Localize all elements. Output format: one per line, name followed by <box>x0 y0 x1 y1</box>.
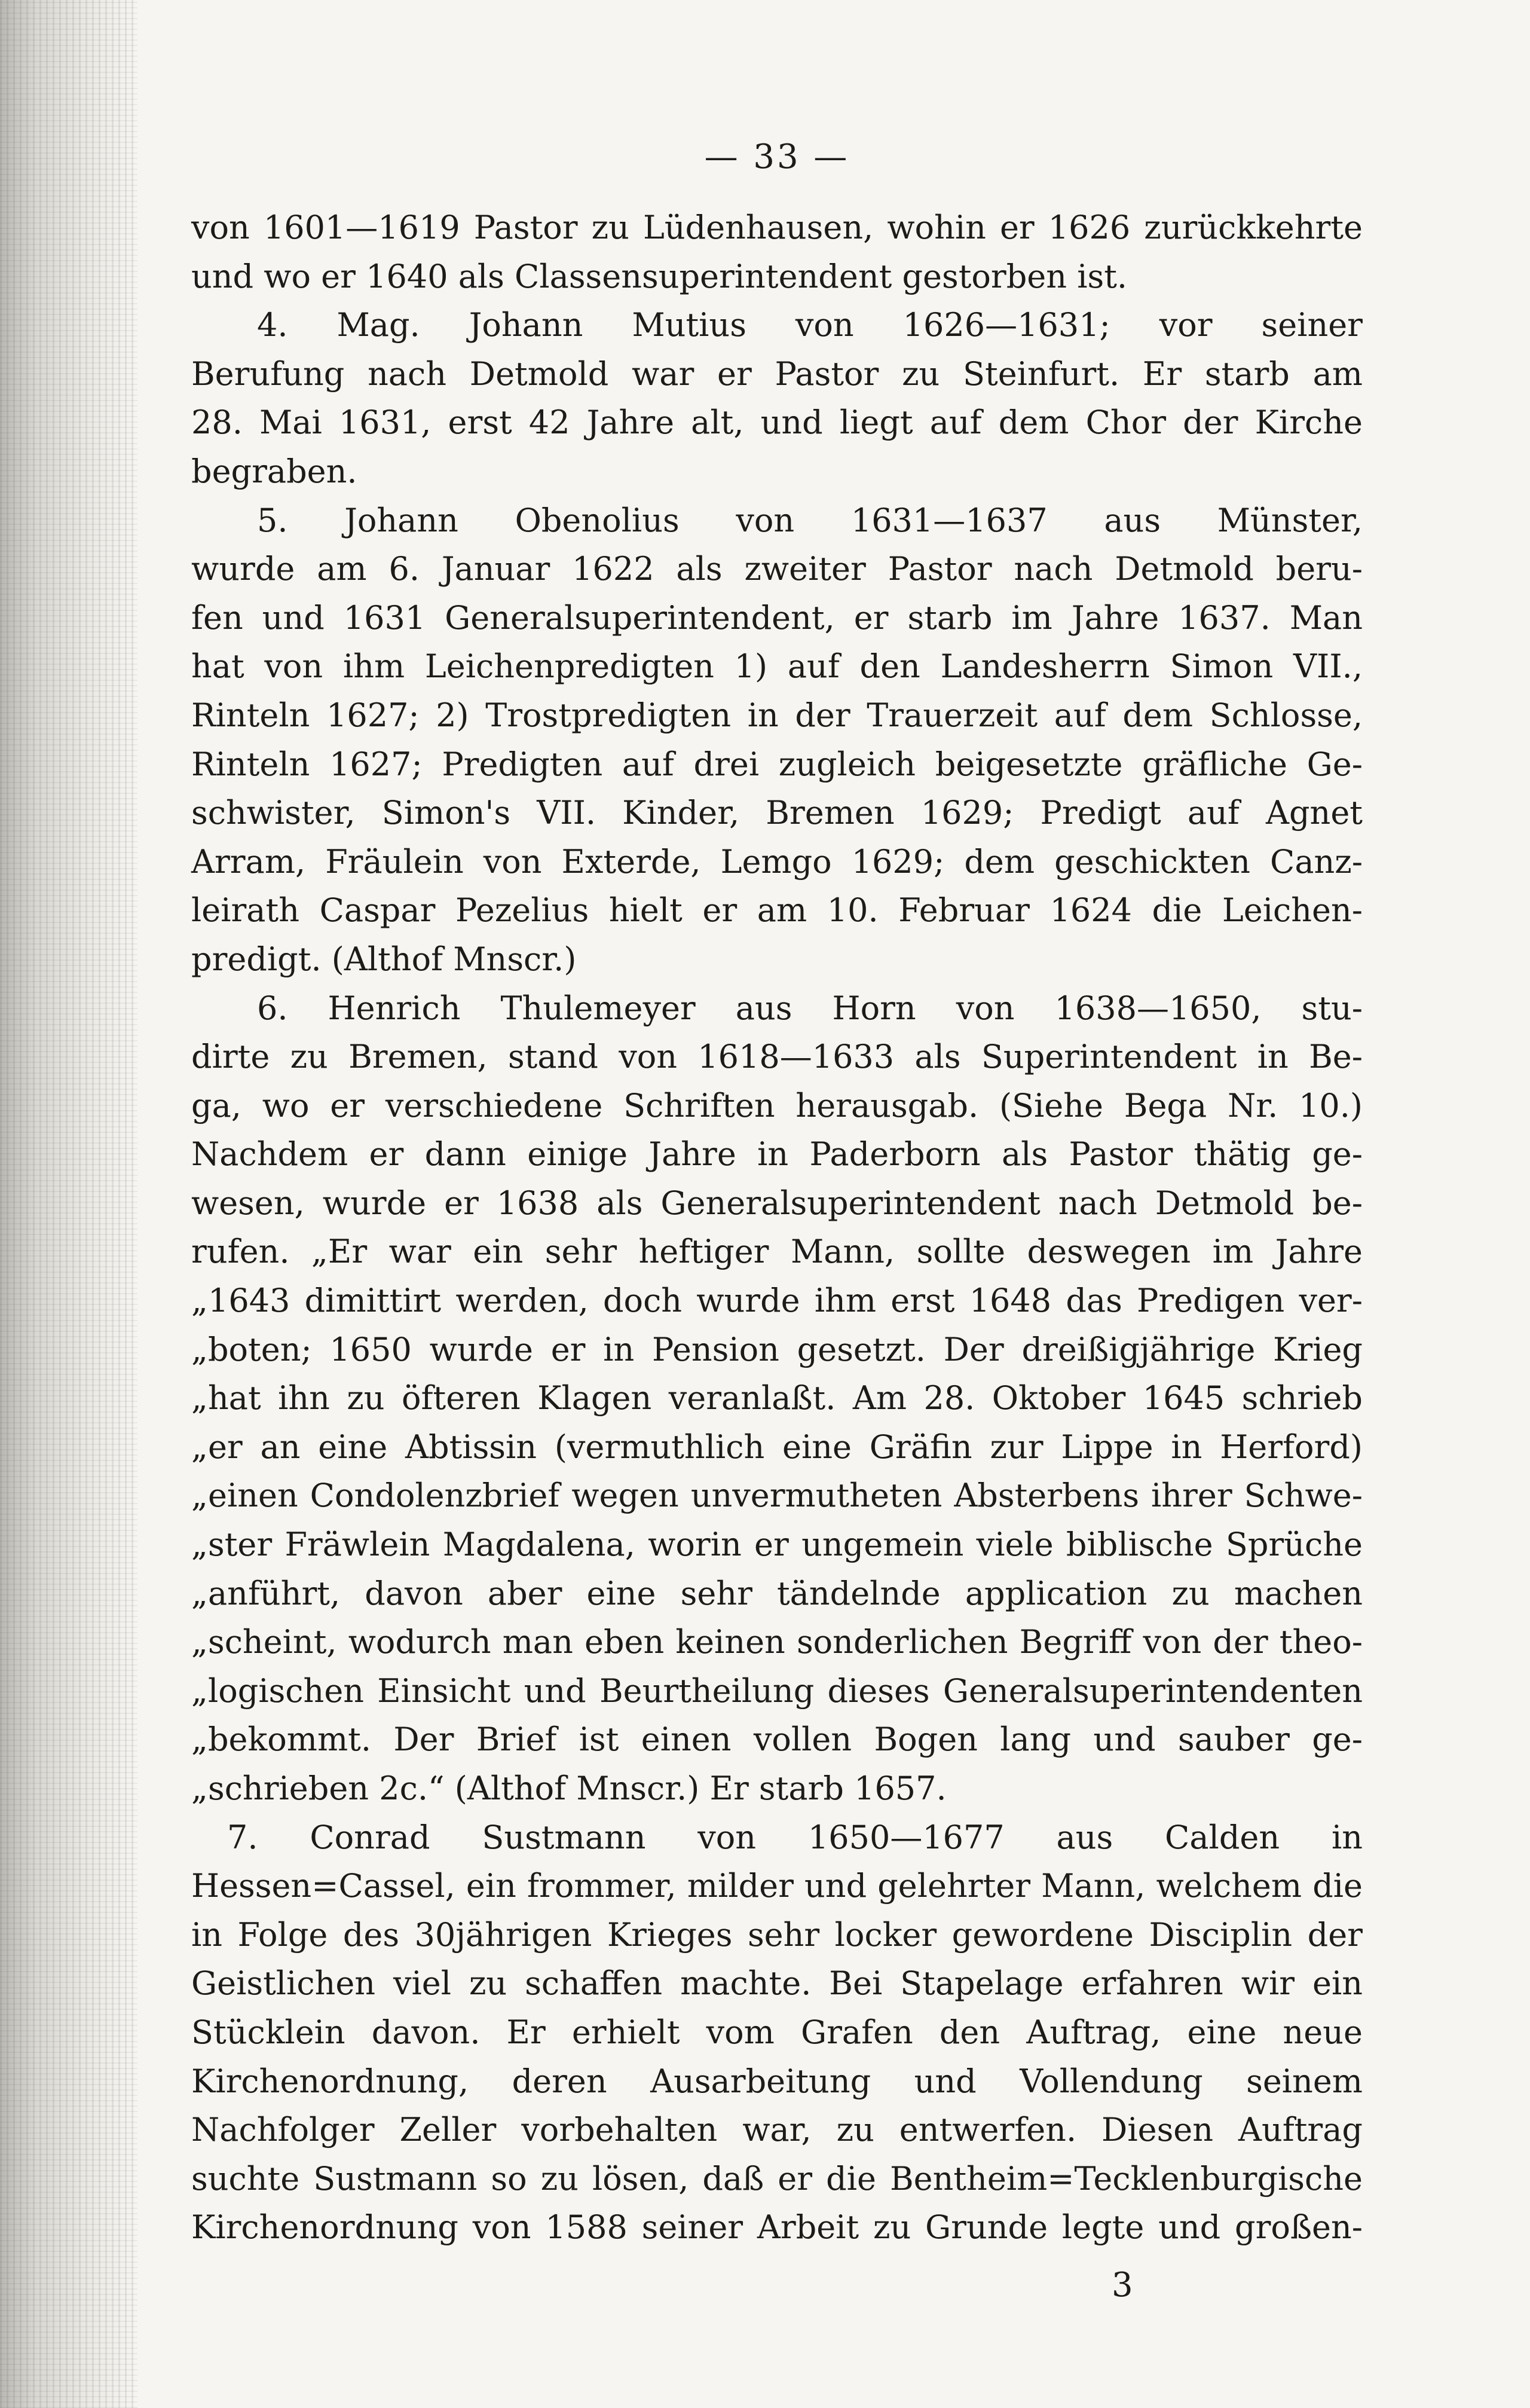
text-line: „einen Condolenzbrief wegen unvermutheten Absterbens ihrer Schwe- <box>191 1477 1363 1515</box>
text-line: Geistlichen viel zu schaffen machte. Bei Stapelage erfahren wir ein <box>191 1964 1363 2003</box>
signature-mark: 3 <box>1112 2266 1133 2305</box>
text-line: 6. Henrich Thulemeyer aus Horn von 1638—1650, stu- <box>257 989 1363 1027</box>
text-line: Rinteln 1627; Predigten auf drei zugleich beigesetzte gräfliche Ge- <box>191 745 1363 783</box>
text-line: 5. Johann Obenolius von 1631—1637 aus Münster, <box>257 501 1363 539</box>
text-line: Kirchenordnung von 1588 seiner Arbeit zu Grunde legte und großen- <box>191 2208 1363 2247</box>
text-line: suchte Sustmann so zu lösen, daß er die Bentheim=Tecklenburgische <box>191 2159 1363 2198</box>
text-line: Nachdem er dann einige Jahre in Paderborn als Pastor thätig ge- <box>191 1135 1363 1174</box>
text-line: wesen, wurde er 1638 als Generalsuperintendent nach Detmold be- <box>191 1184 1363 1222</box>
text-line: „er an eine Abtissin (vermuthlich eine Gräfin zur Lippe in Herford) <box>191 1428 1363 1466</box>
text-line: „scheint, wodurch man eben keinen sonderlichen Begriff von der theo- <box>191 1623 1363 1661</box>
text-line: schwister, Simon's VII. Kinder, Bremen 1629; Predigt auf Agnet <box>191 794 1363 832</box>
text-line: fen und 1631 Generalsuperintendent, er starb im Jahre 1637. Man <box>191 598 1363 637</box>
text-line: in Folge des 30jährigen Krieges sehr locker gewordene Disciplin der <box>191 1915 1363 1954</box>
text-line: Kirchenordnung, deren Ausarbeitung und Vollendung seinem <box>191 2062 1363 2100</box>
text-line: wurde am 6. Januar 1622 als zweiter Pastor nach Detmold beru- <box>191 550 1363 588</box>
text-line: „schrieben 2c.“ (Althof Mnscr.) Er starb 1657. <box>191 1770 947 1807</box>
text-line: Rinteln 1627; 2) Trostpredigten in der Trauerzeit auf dem Schlosse, <box>191 696 1363 734</box>
text-line: Berufung nach Detmold war er Pastor zu Steinfurt. Er starb am <box>191 355 1363 393</box>
text-line: und wo er 1640 als Classensuperintendent gestorben ist. <box>191 257 1128 295</box>
scan-edge <box>0 0 137 2408</box>
text-line: Hessen=Cassel, ein frommer, milder und gelehrter Mann, welchem die <box>191 1867 1363 1905</box>
text-line: ga, wo er verschiedene Schriften herausgab. (Siehe Bega Nr. 10.) <box>191 1086 1363 1124</box>
text-line: „anführt, davon aber eine sehr tändelnde application zu machen <box>191 1574 1363 1612</box>
page-number-header: — 33 — <box>704 137 850 176</box>
text-block <box>191 203 1363 2252</box>
text-line: Nachfolger Zeller vorbehalten war, zu entwerfen. Diesen Auftrag <box>191 2111 1363 2149</box>
text-line: predigt. (Althof Mnscr.) <box>191 940 577 978</box>
text-line: dirte zu Bremen, stand von 1618—1633 als Superintendent in Be- <box>191 1038 1363 1076</box>
page-body <box>191 137 1363 2252</box>
text-line: 4. Mag. Johann Mutius von 1626—1631; vor seiner <box>257 306 1363 344</box>
text-line: „hat ihn zu öfteren Klagen veranlaßt. Am 28. Oktober 1645 schrieb <box>191 1379 1363 1417</box>
text-line: „1643 dimittirt werden, doch wurde ihm erst 1648 das Predigen ver- <box>191 1282 1363 1320</box>
text-line: rufen. „Er war ein sehr heftiger Mann, sollte deswegen im Jahre <box>191 1233 1363 1271</box>
text-line: begraben. <box>191 452 357 490</box>
text-line: hat von ihm Leichenpredigten 1) auf den Landesherrn Simon VII., <box>191 647 1363 686</box>
text-line: Arram, Fräulein von Exterde, Lemgo 1629; dem geschickten Canz- <box>191 842 1363 881</box>
text-line: „bekommt. Der Brief ist einen vollen Bogen lang und sauber ge- <box>191 1721 1363 1759</box>
text-line: „logischen Einsicht und Beurtheilung dieses Generalsuperintendenten <box>191 1671 1363 1710</box>
text-line: „ster Fräwlein Magdalena, worin er ungemein viele biblische Sprüche <box>191 1526 1363 1564</box>
text-line: von 1601—1619 Pastor zu Lüdenhausen, wohin er 1626 zurückkehrte <box>191 209 1363 246</box>
text-line: 28. Mai 1631, erst 42 Jahre alt, und liegt auf dem Chor der Kirche <box>191 404 1363 442</box>
text-line: leirath Caspar Pezelius hielt er am 10. Februar 1624 die Leichen- <box>191 891 1363 930</box>
text-line: 7. Conrad Sustmann von 1650—1677 aus Calden in <box>227 1818 1363 1856</box>
text-line: Stücklein davon. Er erhielt vom Grafen den Auftrag, eine neue <box>191 2013 1363 2051</box>
text-line: „boten; 1650 wurde er in Pension gesetzt. Der dreißigjährige Krieg <box>191 1330 1363 1368</box>
